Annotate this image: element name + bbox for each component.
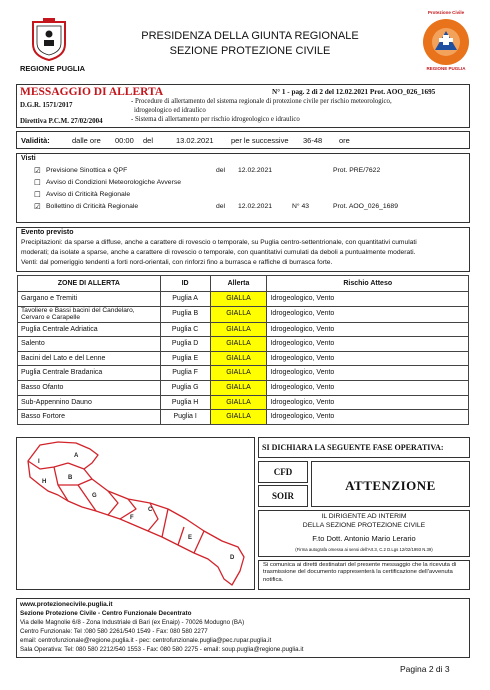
dpcm-label: Direttiva P.C.M. 27/02/2004 [20,117,103,125]
zone-alert: GIALLA [210,351,267,366]
visti-label-3: Avviso di Criticità Regionale [46,191,131,198]
zone-alert: GIALLA [210,337,267,352]
evento-line-1: Precipitazioni: da sparse a diffuse, anche a carattere di rovescio o temporale, su Puglia centro-settentrionale, con quantitativi cumulati [21,239,417,246]
validity-from: dalle ore [72,136,101,145]
map-label-g: G [92,493,97,499]
table-row [18,410,469,425]
dgr-text-2: idrogeologico ed idraulico [134,107,206,114]
zone-id: Puglia F [160,366,210,381]
zones-header-risk: Rischio Atteso [267,276,469,292]
map-label-b: B [68,475,73,481]
validity-unit: ore [339,136,350,145]
footer-site: www.protezionecivile.puglia.it [20,601,113,608]
zone-risk: Idrogeologico, Vento [267,306,469,322]
zones-table [17,275,469,425]
visti-num-4: N° 43 [292,203,310,210]
zone-id: Puglia G [160,380,210,395]
zone-name: Basso Ofanto [18,380,161,395]
map-label-c: C [148,507,153,513]
zone-id: Puglia C [160,322,210,337]
visti-check-2: ☐ [34,178,41,187]
signature-note: (Firma autografa omessa ai sensi dell'Art.3, C.2 D.Lgs 12/02/1993 N.39) [295,547,433,552]
zone-name: Basso Fortore [18,410,161,425]
phase-value: ATTENZIONE [345,478,436,493]
director-name: F.to Dott. Antonio Mario Lerario [312,534,416,543]
dgr-text-1: - Procedure di allertamento del sistema regionale di protezione civile per rischio meteorologico, [131,98,392,105]
page-number: Pagina 2 di 3 [400,664,450,674]
zone-alert: GIALLA [210,410,267,425]
badge-text-bottom: REGIONE PUGLIA [426,66,466,71]
visti-label-4: Bollettino di Criticità Regionale [46,203,139,210]
evento-line-2: moderati; da isolate a sparse, anche a carattere di rovescio o temporale, con quantitativi cumulati da deboli a puntualmente moderati. [21,249,416,256]
message-title: MESSAGGIO DI ALLERTA [20,86,164,98]
table-row [18,395,469,410]
map-label-a: A [74,453,79,459]
zone-id: Puglia B [160,306,210,322]
validity-del: del [143,136,154,145]
visti-label-2: Avviso di Condizioni Meteorologiche Avverse [46,179,182,186]
header-subtitle: SEZIONE PROTEZIONE CIVILE [169,45,331,57]
badge-text-top: Protezione Civile [427,10,465,15]
visti-prot-1: Prot. PRE/7622 [333,167,381,174]
zone-risk: Idrogeologico, Vento [267,410,469,425]
zone-id: Puglia A [160,292,210,307]
map-label-f: F [130,515,134,521]
header-title: PRESIDENZA DELLA GIUNTA REGIONALE [141,30,359,42]
zone-name: Salento [18,337,161,352]
notice-text: Si comunica ai diretti destinatari del presente messaggio che la ricevuta di trasmissione del documento rappresenterà la certificazione dell'avvenuta notifica. [263,562,457,583]
zone-name: Bacini del Lato e del Lenne [18,351,161,366]
footer-dept: Sezione Protezione Civile - Centro Funzionale Decentrato [20,610,192,617]
director-title-1: IL DIRIGENTE AD INTERIM [321,513,407,520]
zone-name: Tavoliere e Bassi bacini del Candelaro, Cervaro e Carapelle [18,306,161,322]
zone-risk: Idrogeologico, Vento [267,292,469,307]
table-row [18,322,469,337]
zone-name: Gargano e Tremiti [18,292,161,307]
zone-id: Puglia I [160,410,210,425]
table-row [18,337,469,352]
zone-name: Puglia Centrale Adriatica [18,322,161,337]
region-label: REGIONE PUGLIA [20,64,86,73]
footer-address: Via delle Magnolie 6/8 - Zona Industriale di Bari (ex Enaip) - 70026 Modugno (BA) [20,619,245,626]
table-row [18,306,469,322]
zone-alert: GIALLA [210,380,267,395]
visti-label-1: Previsione Sinottica e QPF [46,167,128,174]
zone-risk: Idrogeologico, Vento [267,366,469,381]
visti-box [16,153,470,223]
phase-soir: SOIR [271,491,294,501]
evento-line-3: Venti: dal pomeriggio tendenti a forti nord-orientali, con rinforzi fino a burrasca e raffiche di burrasca forte. [21,259,333,266]
zone-name: Sub-Appennino Dauno [18,395,161,410]
dgr-label: D.G.R. 1571/2017 [20,101,73,109]
zone-id: Puglia H [160,395,210,410]
zone-name: Puglia Centrale Bradanica [18,366,161,381]
table-row [18,292,469,307]
validity-next: per le successive [231,136,289,145]
visti-date-4: 12.02.2021 [238,203,273,210]
visti-check-3: ☐ [34,190,41,199]
zone-id: Puglia E [160,351,210,366]
visti-check-1: ☑ [34,166,41,175]
map-label-e: E [188,535,193,541]
table-row [18,351,469,366]
dpcm-text: - Sistema di allertamento per rischio idrogeologico e idraulico [131,116,300,123]
zone-alert: GIALLA [210,395,267,410]
phase-cfd: CFD [273,467,293,477]
zone-risk: Idrogeologico, Vento [267,351,469,366]
zones-header-id: ID [160,276,210,292]
table-row [18,380,469,395]
zones-header-zone: ZONE DI ALLERTA [18,276,161,292]
zone-alert: GIALLA [210,366,267,381]
zone-risk: Idrogeologico, Vento [267,322,469,337]
puglia-zones-map [18,439,253,588]
protezione-civile-badge [422,18,470,66]
evento-title: Evento previsto [21,229,74,236]
zone-alert: GIALLA [210,322,267,337]
map-label-h: H [42,479,47,485]
visti-prot-4: Prot. AOO_026_1689 [333,203,398,210]
footer-sala: Sala Operativa: Tel: 080 580 2212/540 1553 - Fax: 080 580 2275 - email: soup.puglia@regione.puglia.it [20,646,304,653]
zone-id: Puglia D [160,337,210,352]
zones-header-alert: Allerta [210,276,267,292]
message-ref: N° 1 - pag. 2 di 2 del 12.02.2021 Prot. AOO_026_1695 [272,88,436,96]
footer-email: email: centrofunzionale@regione.puglia.it - pec: centrofunzionale.puglia@pec.rupar.puglia.it [20,637,272,644]
validity-time: 00:00 [115,136,134,145]
region-logo [25,14,73,62]
visti-del-4: del [216,203,226,210]
zone-alert: GIALLA [210,292,267,307]
footer-phone: Centro Funzionale: Tel :080 580 2261/540 1549 - Fax: 080 580 2277 [20,628,208,635]
visti-del-1: del [216,167,226,174]
table-row [18,366,469,381]
zone-alert: GIALLA [210,306,267,322]
map-label-d: D [230,555,235,561]
visti-check-4: ☑ [34,202,41,211]
validity-hours: 36-48 [303,136,323,145]
zone-risk: Idrogeologico, Vento [267,337,469,352]
validity-label: Validità: [21,136,50,145]
zone-risk: Idrogeologico, Vento [267,380,469,395]
validity-date: 13.02.2021 [176,136,214,145]
map-label-i: I [38,459,40,465]
phase-title: SI DICHIARA LA SEGUENTE FASE OPERATIVA: [262,443,444,452]
director-title-2: DELLA SEZIONE PROTEZIONE CIVILE [302,522,426,529]
visti-date-1: 12.02.2021 [238,167,273,174]
zone-risk: Idrogeologico, Vento [267,395,469,410]
visti-title: Visti [21,155,36,162]
